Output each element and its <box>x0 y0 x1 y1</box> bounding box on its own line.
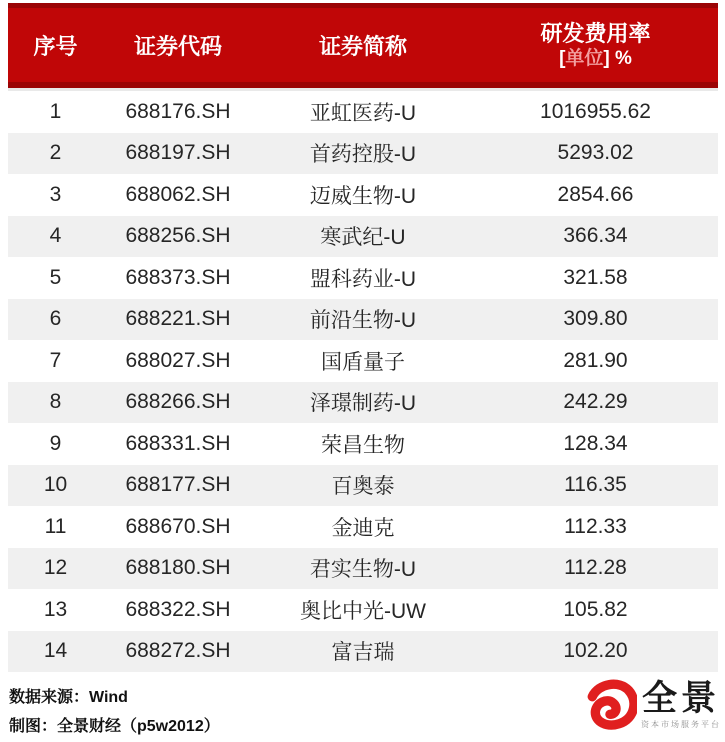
table-row <box>8 257 718 299</box>
cell-index: 10 <box>43 473 68 497</box>
cell-value: 5293.02 <box>557 141 634 165</box>
cell-value: 321.58 <box>563 265 628 289</box>
cell-code: 688177.SH <box>125 473 231 497</box>
cell-name: 迈威生物-U <box>309 184 417 208</box>
table-body <box>8 88 718 672</box>
logo-wordmark: 全景 <box>641 678 720 718</box>
cell-name: 盟科药业-U <box>309 267 417 291</box>
table-row <box>8 133 718 175</box>
cell-index: 13 <box>43 597 68 621</box>
cell-index: 4 <box>49 224 62 248</box>
cell-name: 君实生物-U <box>309 558 417 582</box>
column-header-name: 证券简称 <box>318 34 407 59</box>
cell-code: 688256.SH <box>125 224 231 248</box>
cell-code: 688373.SH <box>125 265 231 289</box>
cell-name: 金迪克 <box>331 516 395 540</box>
table-row <box>8 465 718 507</box>
table-row <box>8 340 718 382</box>
cell-name: 泽璟制药-U <box>309 392 417 416</box>
cell-code: 688221.SH <box>125 307 231 331</box>
table-row <box>8 174 718 216</box>
table-row <box>8 382 718 424</box>
cell-index: 7 <box>49 348 62 372</box>
unit-bracket-open: [ <box>559 48 566 70</box>
cell-index: 2 <box>49 141 62 165</box>
cell-name: 寒武纪-U <box>320 226 406 250</box>
cell-index: 14 <box>43 639 68 663</box>
table-row <box>8 631 718 673</box>
cell-index: 8 <box>49 390 62 414</box>
cell-index: 3 <box>49 182 62 206</box>
logo-swirl-icon <box>585 679 637 731</box>
cell-code: 688197.SH <box>125 141 231 165</box>
cell-value: 242.29 <box>563 390 628 414</box>
cell-value: 1016955.62 <box>540 99 651 123</box>
cell-index: 11 <box>44 514 67 538</box>
column-header-value-title: 研发费用率 <box>540 20 651 46</box>
column-header-code: 证券代码 <box>133 34 222 59</box>
table-row <box>8 423 718 465</box>
cell-index: 1 <box>49 99 62 123</box>
table-row <box>8 299 718 341</box>
cell-name: 荣昌生物 <box>321 433 405 457</box>
cell-name: 国盾量子 <box>321 350 405 374</box>
cell-value: 366.34 <box>563 224 628 248</box>
cell-code: 688180.SH <box>125 556 231 580</box>
cell-name: 亚虹医药-U <box>309 101 417 125</box>
credit-text: 制图：全景财经（p5w2012） <box>9 718 220 735</box>
table-row <box>8 216 718 258</box>
cell-index: 9 <box>49 431 62 455</box>
column-header-value <box>473 3 718 88</box>
cell-value: 102.20 <box>563 639 628 663</box>
table-row <box>8 589 718 631</box>
unit-label: 单位 <box>565 48 604 70</box>
cell-code: 688670.SH <box>125 514 231 538</box>
cell-name: 百奥泰 <box>331 475 395 499</box>
table-row <box>8 91 718 133</box>
table-header-row <box>8 3 718 88</box>
cell-code: 688176.SH <box>125 99 231 123</box>
cell-code: 688322.SH <box>125 597 231 621</box>
cell-value: 281.90 <box>563 348 628 372</box>
cell-value: 128.34 <box>563 431 628 455</box>
quanjing-logo <box>585 679 721 731</box>
cell-value: 2854.66 <box>557 182 634 206</box>
cell-name: 前沿生物-U <box>309 309 417 333</box>
cell-index: 12 <box>43 556 68 580</box>
cell-index: 6 <box>49 307 62 331</box>
cell-value: 116.35 <box>564 473 627 497</box>
data-source-text: 数据来源：Wind <box>9 689 128 706</box>
cell-code: 688027.SH <box>125 348 231 372</box>
cell-value: 112.33 <box>564 514 627 538</box>
rd-expense-ratio-table <box>8 3 718 672</box>
cell-code: 688331.SH <box>125 431 231 455</box>
cell-name: 首药控股-U <box>309 143 417 167</box>
cell-index: 5 <box>49 265 62 289</box>
column-header-index: 序号 <box>33 34 78 59</box>
cell-name: 奥比中光-UW <box>300 599 426 623</box>
cell-name: 富吉瑞 <box>331 641 395 665</box>
cell-code: 688266.SH <box>125 390 231 414</box>
logo-text-block <box>641 678 721 730</box>
cell-value: 105.82 <box>563 597 628 621</box>
table-row <box>8 548 718 590</box>
cell-code: 688272.SH <box>125 639 231 663</box>
cell-value: 309.80 <box>563 307 628 331</box>
logo-tagline: 资本市场服务平台 <box>641 719 721 729</box>
cell-code: 688062.SH <box>125 182 231 206</box>
unit-bracket-close: ] % <box>603 48 632 70</box>
column-header-unit <box>559 47 632 71</box>
cell-value: 112.28 <box>564 556 627 580</box>
table-row <box>8 506 718 548</box>
